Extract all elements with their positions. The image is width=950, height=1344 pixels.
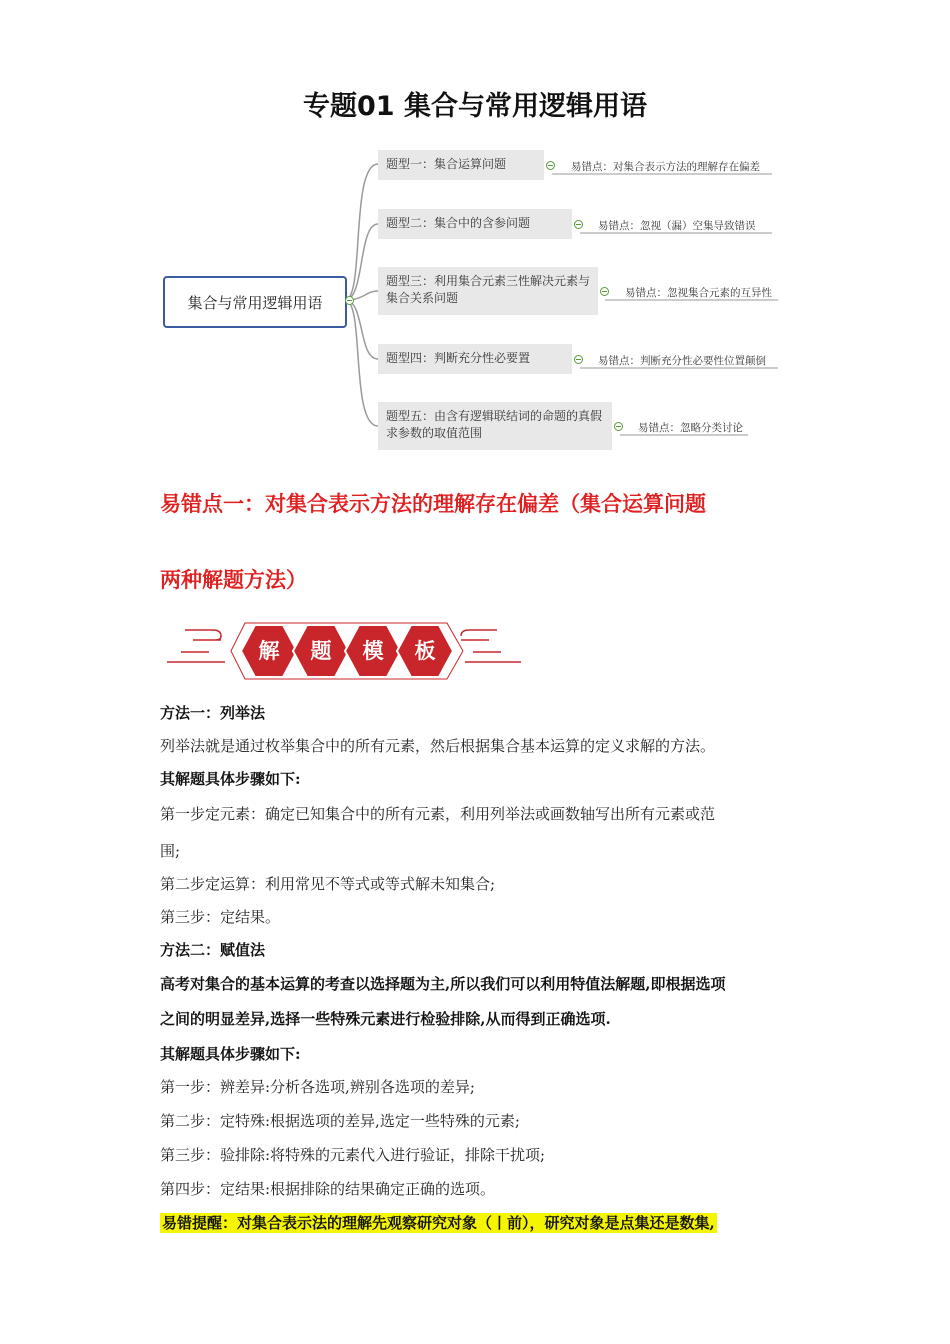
banner-decoration xyxy=(165,618,525,684)
warning-highlight: 易错提醒：对集合表示法的理解先观察研究对象（丨前），研究对象是点集还是数集, xyxy=(162,1214,715,1232)
method-1-steps-title: 其解题具体步骤如下: xyxy=(160,770,301,788)
mind-map-root: 集合与常用逻辑用语 xyxy=(163,276,347,328)
method-2-description: 高考对集合的基本运算的考查以选择题为主,所以我们可以利用特值法解题,即根据选项 xyxy=(160,975,726,993)
method-1-step-3: 第三步：定结果。 xyxy=(160,908,281,926)
section-heading-cont: 两种解题方法） xyxy=(160,568,307,592)
mind-map-branch: 题型四：判断充分性必要置 xyxy=(378,344,572,374)
collapse-icon xyxy=(546,161,555,170)
method-1-step-2: 第二步定运算：利用常见不等式或等式解未知集合; xyxy=(160,875,496,893)
collapse-icon xyxy=(574,355,583,364)
collapse-icon xyxy=(345,296,354,305)
banner-solution-template xyxy=(165,618,525,684)
mind-map-note: 易错点：对集合表示方法的理解存在偏差 xyxy=(571,161,760,173)
method-2-step-3: 第三步：验排除:将特殊的元素代入进行验证，排除干扰项; xyxy=(160,1146,546,1164)
banner-char: 模 xyxy=(362,639,384,663)
method-2-step-2: 第二步：定特殊:根据选项的差异,选定一些特殊的元素; xyxy=(160,1112,520,1130)
mind-map-note: 易错点：忽视集合元素的互异性 xyxy=(625,287,772,299)
mind-map-branch: 题型一：集合运算问题 xyxy=(378,150,544,180)
method-2-step-4: 第四步：定结果:根据排除的结果确定正确的选项。 xyxy=(160,1180,496,1198)
page-title: 专题01 集合与常用逻辑用语 xyxy=(303,91,647,122)
warning-note xyxy=(160,1212,717,1233)
mind-map-note: 易错点：判断充分性必要性位置颠倒 xyxy=(598,355,766,367)
mind-map-branch: 题型二：集合中的含参问题 xyxy=(378,209,572,239)
banner-char: 题 xyxy=(310,639,332,663)
banner-char: 解 xyxy=(258,639,280,663)
method-2-description-cont: 之间的明显差异,选择一些特殊元素进行检验排除,从而得到正确选项. xyxy=(160,1010,611,1028)
method-2-title: 方法二：赋值法 xyxy=(160,941,266,959)
mind-map-branch: 题型五：由含有逻辑联结词的命题的真假求参数的取值范围 xyxy=(378,402,612,450)
banner-char: 板 xyxy=(414,639,436,663)
mind-map-branch: 题型三：利用集合元素三性解决元素与集合关系问题 xyxy=(378,267,598,315)
method-1-step-1-cont: 围; xyxy=(160,842,181,860)
method-1-title: 方法一：列举法 xyxy=(160,704,266,722)
section-heading: 易错点一：对集合表示方法的理解存在偏差（集合运算问题 xyxy=(160,492,706,516)
mind-map-note: 易错点：忽视（漏）空集导致错误 xyxy=(598,220,756,232)
mind-map-note: 易错点：忽略分类讨论 xyxy=(638,422,743,434)
collapse-icon xyxy=(600,287,609,296)
collapse-icon xyxy=(574,220,583,229)
method-2-steps-title: 其解题具体步骤如下: xyxy=(160,1045,301,1063)
collapse-icon xyxy=(614,422,623,431)
mind-map xyxy=(150,140,800,460)
method-2-step-1: 第一步：辨差异:分析各选项,辨别各选项的差异; xyxy=(160,1078,475,1096)
method-1-description: 列举法就是通过枚举集合中的所有元素，然后根据集合基本运算的定义求解的方法。 xyxy=(160,737,716,755)
method-1-step-1: 第一步定元素：确定已知集合中的所有元素，利用列举法或画数轴写出所有元素或范 xyxy=(160,805,716,823)
